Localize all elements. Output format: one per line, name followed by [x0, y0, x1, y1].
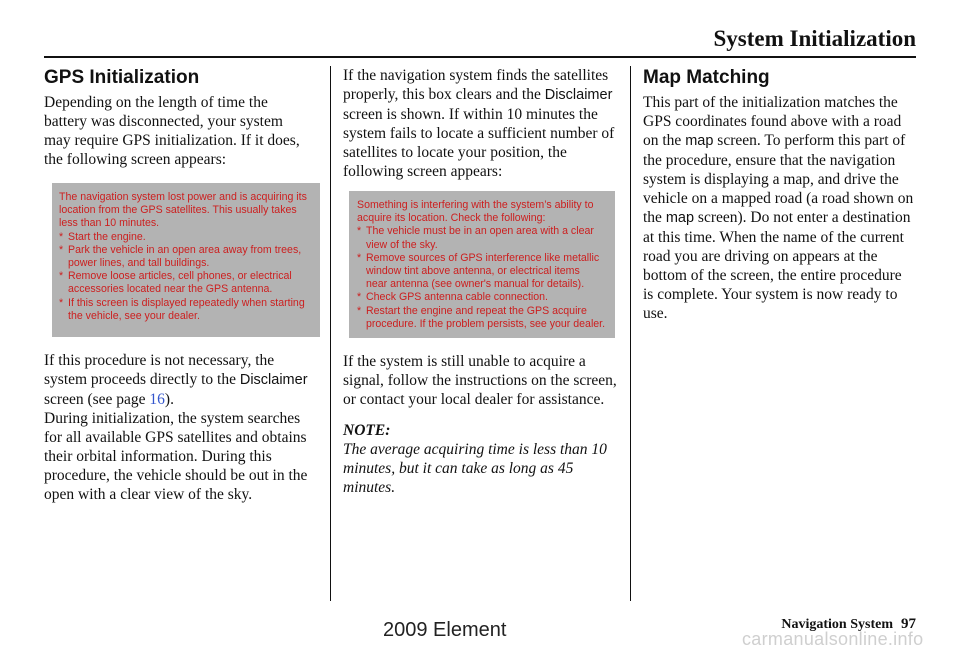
disclaimer-term: Disclaimer	[239, 372, 308, 388]
intro-paragraph: Depending on the length of time the battery was disconnected, your system may require GPS initialization. If it does, the following screen appears:	[44, 94, 300, 168]
bullet-line: Check GPS antenna cable connection.	[366, 291, 548, 304]
box-bullet	[357, 225, 609, 251]
bullet-star-icon: *	[357, 291, 362, 304]
note-label: NOTE:	[343, 422, 391, 439]
box-line: Something is interfering with the system’s ability to	[357, 199, 594, 211]
initialization-paragraph: During initialization, the system searches for all available GPS satellites and obtains their orbital information. During this procedure, the vehicle should be out in the open with a clear view of the sky.	[44, 410, 308, 503]
box-line: acquire its location. Check the following:	[357, 212, 546, 225]
bullet-line: power lines, and tall buildings.	[68, 257, 210, 270]
bullet-line: window tint above antenna, or electrical items	[366, 265, 580, 278]
bullet-star-icon: *	[59, 270, 64, 283]
bullet-star-icon: *	[59, 296, 64, 309]
bullet-line: Remove sources of GPS interference like metallic	[366, 251, 600, 264]
page-number: 97	[901, 616, 916, 632]
bullet-star-icon: *	[357, 304, 362, 317]
bullet-line: Park the vehicle in an open area away from trees,	[68, 243, 302, 256]
box-bullet	[59, 297, 314, 323]
footer-section-name: Navigation System	[781, 617, 893, 632]
map-matching-paragraph: This part of the initialization matches the GPS coordinates found above with a road on the map screen. To perform this part of the procedure, ensure that the navigation system is displaying a map, and drive the vehicle on a mapped road (a road shown on the map screen). Do not enter a destination at this time. When the name of the current road you are driving on appears at the bottom of the screen, the entire procedure is complete. Your system is now ready to use.	[643, 94, 914, 322]
note-text: The average acquiring time is less than 10 minutes, but it can take as long as 45 minutes.	[343, 441, 607, 496]
bullet-line: Start the engine.	[68, 230, 146, 243]
column-divider	[330, 66, 331, 601]
bullet-line: The vehicle must be in an open area with a clear	[366, 225, 594, 238]
page-link-16[interactable]: 16	[149, 391, 165, 408]
disclaimer-term: Disclaimer	[544, 87, 613, 103]
satellites-paragraph: If the navigation system finds the satellites properly, this box clears and the Disclaimer screen is shown. If within 10 minutes the system fails to locate a sufficient number of satellites to locate your position, the following screen appears:	[343, 67, 615, 180]
bullet-star-icon: *	[357, 251, 362, 264]
map-term: map	[685, 133, 714, 149]
bullet-line: accessories located near the GPS antenna.	[68, 283, 273, 296]
box-bullet	[59, 244, 314, 270]
bullet-line: the vehicle, see your dealer.	[68, 309, 200, 322]
unable-paragraph: If the system is still unable to acquire a signal, follow the instructions on the screen, or contact your local dealer for assistance.	[343, 353, 617, 408]
page-header-title: System Initialization	[713, 26, 916, 51]
bullet-line: If this screen is displayed repeatedly when starting	[68, 296, 305, 309]
screen-message-box	[349, 191, 615, 338]
bullet-line: view of the sky.	[366, 238, 438, 251]
map-term: map	[665, 210, 695, 226]
bullet-star-icon: *	[59, 243, 64, 256]
bullet-star-icon: *	[357, 225, 362, 238]
section-heading-gps-initialization: GPS Initialization	[44, 67, 200, 88]
watermark-model: 2009 Element	[383, 619, 507, 641]
box-line: The navigation system lost power and is acquiring its	[59, 191, 307, 203]
box-bullet	[357, 252, 609, 292]
column-middle	[343, 66, 617, 497]
bullet-line: Remove loose articles, cell phones, or electrical	[68, 270, 292, 283]
bullet-line: Restart the engine and repeat the GPS acquire	[366, 304, 587, 317]
column-left	[44, 66, 312, 504]
box-line: location from the GPS satellites. This usually takes	[59, 204, 297, 217]
bullet-line: near antenna (see owner's manual for details).	[366, 278, 585, 291]
box-bullet	[59, 231, 314, 244]
box-bullet	[357, 305, 609, 331]
column-right	[643, 66, 915, 323]
bullet-line: procedure. If the problem persists, see your dealer.	[366, 317, 606, 330]
watermark-site: carmanualsonline.info	[742, 629, 924, 649]
disclaimer-paragraph: If this procedure is not necessary, the system proceeds directly to the Disclaimer screen (see page 16).	[44, 352, 308, 408]
section-heading-map-matching: Map Matching	[643, 67, 770, 88]
screen-message-box	[52, 183, 320, 337]
header-rule	[44, 56, 916, 58]
box-line: less than 10 minutes.	[59, 217, 160, 230]
column-divider	[630, 66, 631, 601]
box-bullet	[357, 291, 609, 304]
bullet-star-icon: *	[59, 230, 64, 243]
box-bullet	[59, 270, 314, 296]
